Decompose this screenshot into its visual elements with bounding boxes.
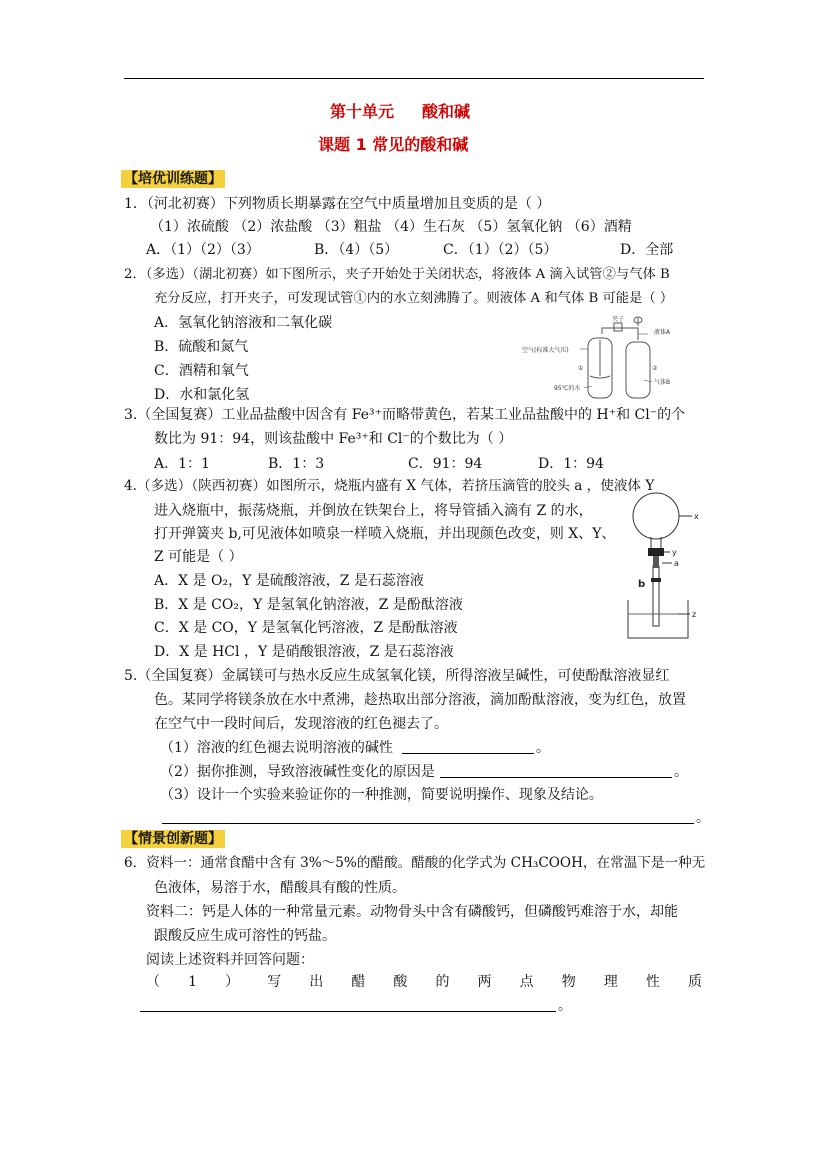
q6-sub1-char: 点 bbox=[519, 974, 534, 990]
unit-title-number: 第十单元 bbox=[330, 102, 395, 121]
q5-line3: 在空气中一段时间后，发现溶液的红色褪去了。 bbox=[154, 716, 448, 732]
q2-fig-clip-label: 夹子 bbox=[612, 316, 625, 323]
q3-line1: 3.（全国复赛）工业品盐酸中因含有 Fe³⁺而略带黄色，若某工业品盐酸中的 H⁺和 Cl⁻的个 bbox=[124, 407, 686, 423]
q4-option-b: B．X 是 CO₂，Y 是氢氧化钠溶液，Z 是酚酞溶液 bbox=[154, 597, 463, 613]
q6-line2: 色液体，易溶于水，醋酸具有酸的性质。 bbox=[154, 880, 406, 896]
q2-fig-air-label: 空气(标准大气压) bbox=[522, 347, 569, 354]
q2-option-c: C．酒精和氧气 bbox=[154, 363, 249, 379]
unit-title-name: 酸和碱 bbox=[422, 102, 471, 121]
q5-answer-blank-3[interactable] bbox=[162, 823, 694, 824]
unit-title bbox=[330, 104, 470, 120]
q5-line2: 色。某同学将镁条放在水中煮沸，趁热取出部分溶液，滴加酚酞溶液，变为红色，放置 bbox=[154, 692, 686, 708]
q6-sub1-char: 两 bbox=[477, 974, 492, 990]
q4-fig-stopper bbox=[648, 548, 664, 556]
q6-line5: 阅读上述资料并回答问题： bbox=[146, 952, 314, 968]
q5-sub1-end: 。 bbox=[536, 740, 550, 756]
q6-sub1-char: 醋 bbox=[351, 974, 366, 990]
q3-option-b: B．1：3 bbox=[268, 456, 325, 472]
q2-fig-gas-label: 气体B bbox=[654, 379, 671, 386]
q3-line2: 数比为 91：94，则该盐酸中 Fe³⁺和 Cl⁻的个数比为（ ） bbox=[154, 431, 513, 447]
q2-line2: 充分反应，打开夹子，可发现试管①内的水立刻沸腾了。则液体 A 和气体 B 可能是（ ） bbox=[154, 291, 674, 306]
q4-option-d: D．X 是 HCl ，Y 是硝酸银溶液，Z 是石蕊溶液 bbox=[154, 644, 454, 660]
q6-line1: 6．资料一：通常食醋中含有 3%～5%的醋酸。醋酸的化学式为 CH₃COOH，在常温下是一种无 bbox=[124, 855, 706, 871]
q1-items: （1）浓硫酸 （2）浓盐酸 （3）粗盐 （4）生石灰 （5）氢氧化钠 （6）酒精 bbox=[150, 219, 632, 235]
q5-sub2: （2）据你推测，导致溶液碱性变化的原因是 bbox=[160, 764, 435, 780]
q4-fig-z-label: z bbox=[692, 610, 697, 619]
q6-line3: 资料二：钙是人体的一种常量元素。动物骨头中含有磷酸钙，但磷酸钙难溶于水，却能 bbox=[146, 904, 678, 920]
q3-option-c: C．91：94 bbox=[408, 456, 483, 472]
section-tag-qingjing: 【情景创新题】 bbox=[121, 830, 225, 848]
q3-option-a: A．1：1 bbox=[154, 456, 210, 472]
q5-sub3-end: 。 bbox=[696, 810, 710, 826]
q4-fig-bulb bbox=[653, 556, 659, 568]
q2-fig-tube2-label: ② bbox=[652, 365, 658, 372]
q2-fig-liquid-label: 液体A bbox=[654, 329, 671, 336]
q6-sub1-char: 1 bbox=[188, 974, 197, 990]
q4-line2: 进入烧瓶中，振荡烧瓶，并倒放在铁架台上，将导管插入滴有 Z 的水， bbox=[154, 503, 593, 519]
q4-option-a: A．X 是 O₂，Y 是硫酸溶液，Z 是石蕊溶液 bbox=[154, 573, 424, 589]
q5-line1: 5.（全国复赛）金属镁可与热水反应生成氢氧化镁，所得溶液呈碱性，可使酚酞溶液显红 bbox=[124, 668, 670, 684]
q6-sub1-char: 质 bbox=[687, 974, 702, 990]
lesson-title: 课题 1 常见的酸和碱 bbox=[318, 135, 469, 154]
q6-sub1-end: 。 bbox=[558, 998, 572, 1014]
q6-sub1-char: 写 bbox=[267, 974, 282, 990]
q4-line3: 打开弹簧夹 b,可见液体如喷泉一样喷入烧瓶，并出现颜色改变，则 X、Y、 bbox=[154, 526, 616, 542]
q3-option-d: D．1：94 bbox=[538, 456, 604, 472]
q6-sub1-prompt bbox=[146, 975, 702, 989]
header-rule bbox=[124, 78, 704, 79]
q4-fig-clamp bbox=[651, 578, 661, 582]
q5-answer-blank-1[interactable] bbox=[402, 753, 534, 754]
q6-answer-blank-1[interactable] bbox=[140, 1011, 556, 1012]
q2-option-b: B．硫酸和氮气 bbox=[154, 339, 249, 355]
q6-sub1-char: ） bbox=[225, 974, 240, 990]
q6-sub1-char: 理 bbox=[603, 974, 618, 990]
q5-answer-blank-2[interactable] bbox=[440, 777, 672, 778]
q4-fig-y-label: y bbox=[672, 548, 677, 557]
q4-fig-a-label: a bbox=[674, 559, 679, 568]
q6-sub1-char: 酸 bbox=[393, 974, 408, 990]
q4-line4: Z 可能是（ ） bbox=[154, 549, 243, 565]
q2-line1: 2．（多选）（湖北初赛）如下图所示，夹子开始处于关闭状态，将液体 A 滴入试管②与气体 B bbox=[124, 267, 670, 282]
q4-fig-x-label: x bbox=[694, 512, 699, 521]
q2-fig-tube1-label: ① bbox=[578, 365, 584, 372]
q4-line1: 4.（多选）（陕西初赛）如图所示，烧瓶内盛有 X 气体，若挤压滴管的胶头 a ，使液体 Y bbox=[124, 478, 655, 494]
q2-option-d: D．水和氯化氢 bbox=[154, 387, 250, 403]
q6-sub1-char: 物 bbox=[561, 974, 576, 990]
q6-sub1-char: 的 bbox=[435, 974, 450, 990]
q6-sub1-char: （ bbox=[146, 974, 160, 990]
q2-fig-water-label: 95℃的水 bbox=[554, 385, 581, 392]
q5-sub3: （3）设计一个实验来验证你的一种推测，简要说明操作、现象及结论。 bbox=[160, 787, 603, 803]
section-tag-peiyou: 【培优训练题】 bbox=[121, 170, 225, 188]
q6-line4: 跟酸反应生成可溶性的钙盐。 bbox=[154, 928, 336, 944]
q5-sub1: （1）溶液的红色褪去说明溶液的碱性 bbox=[160, 740, 393, 756]
q5-sub2-end: 。 bbox=[674, 764, 688, 780]
q4-fig-b-label: b bbox=[638, 579, 646, 590]
q2-apparatus-figure bbox=[520, 316, 700, 400]
q6-sub1-char: 性 bbox=[645, 974, 660, 990]
q1-option-a: A．（1）（2）（3） bbox=[146, 242, 260, 258]
q1-option-d: D．全部 bbox=[620, 242, 674, 258]
q1-option-b: B．（4）（5） bbox=[314, 242, 399, 258]
q2-option-a: A．氢氧化钠溶液和二氧化碳 bbox=[154, 315, 333, 331]
q4-fountain-figure bbox=[616, 490, 706, 642]
q1-option-c: C．（1）（2）（5） bbox=[443, 242, 558, 258]
q1-stem: 1．（河北初赛）下列物质长期暴露在空气中质量增加且变质的是（ ） bbox=[124, 196, 551, 212]
q6-sub1-char: 出 bbox=[309, 974, 324, 990]
q4-option-c: C．X 是 CO，Y 是氢氧化钙溶液，Z 是酚酞溶液 bbox=[154, 620, 458, 636]
